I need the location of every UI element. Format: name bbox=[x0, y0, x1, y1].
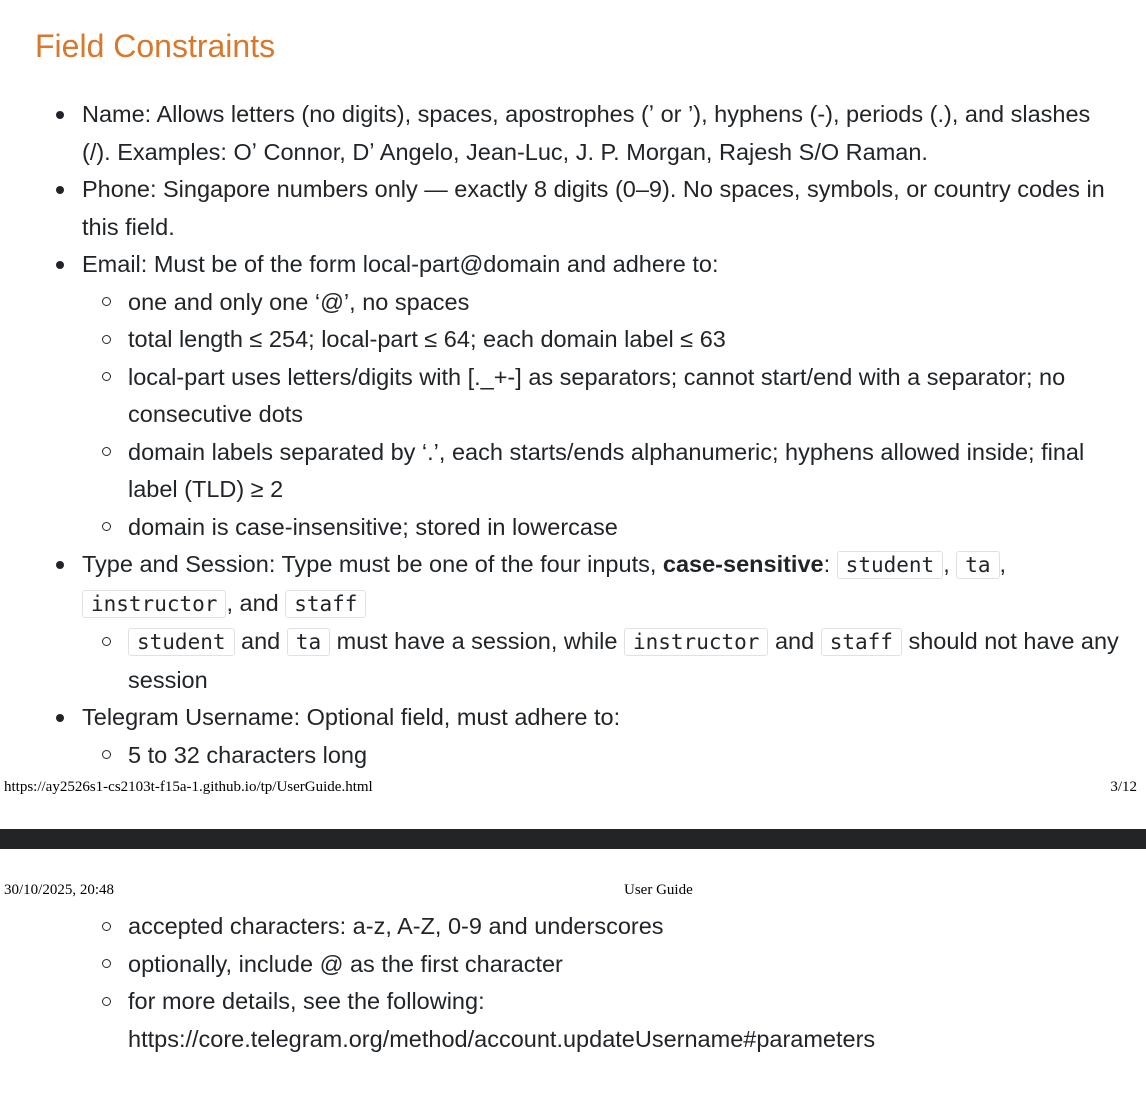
code-staff: staff bbox=[285, 590, 366, 618]
telegram-rules-continued bbox=[128, 908, 1128, 1058]
email-rule: domain is case-insensitive; stored in lowercase bbox=[128, 509, 1122, 547]
type-prefix: Type and Session: Type must be one of the four inputs, bbox=[82, 551, 663, 577]
code-ta: ta bbox=[956, 551, 999, 579]
rule-and: and bbox=[768, 628, 821, 654]
type-comma: , bbox=[999, 551, 1007, 577]
header-datetime: 30/10/2025, 20:48 bbox=[4, 882, 115, 898]
type-rules-list bbox=[82, 623, 1122, 699]
code-ta: ta bbox=[287, 628, 330, 656]
code-student: student bbox=[128, 628, 235, 656]
rule-and: and bbox=[234, 628, 287, 654]
page-separator bbox=[0, 829, 1146, 849]
code-instructor: instructor bbox=[624, 628, 768, 656]
constraint-email bbox=[82, 246, 1122, 546]
type-colon: : bbox=[823, 551, 837, 577]
email-rules-list bbox=[82, 284, 1122, 547]
constraint-type-session bbox=[82, 546, 1122, 699]
footer-url: https://ay2526s1-cs2103t-f15a-1.github.io/tp/UserGuide.html bbox=[4, 779, 373, 795]
telegram-rule: for more details, see the following: https://core.telegram.org/method/account.updateUsername#parameters bbox=[128, 983, 1128, 1058]
rule-tail: should not have any session bbox=[128, 628, 1119, 693]
section-heading-field-constraints: Field Constraints bbox=[35, 28, 276, 64]
email-rule: domain labels separated by ‘.’, each starts/ends alphanumeric; hyphens allowed inside; final label (TLD) ≥ 2 bbox=[128, 434, 1122, 509]
telegram-rule: 5 to 32 characters long bbox=[128, 737, 1122, 775]
email-rule: total length ≤ 254; local-part ≤ 64; each domain label ≤ 63 bbox=[128, 321, 1122, 359]
email-intro: Email: Must be of the form local-part@domain and adhere to: bbox=[82, 251, 719, 277]
footer-page-number: 3/12 bbox=[1110, 779, 1137, 795]
email-rule: one and only one ‘@’, no spaces bbox=[128, 284, 1122, 322]
code-instructor: instructor bbox=[82, 590, 226, 618]
type-comma: , bbox=[943, 551, 957, 577]
type-bold-case-sensitive: case-sensitive bbox=[662, 551, 824, 577]
type-and: , and bbox=[226, 589, 286, 616]
code-staff: staff bbox=[821, 628, 902, 656]
constraint-name: Name: Allows letters (no digits), spaces, apostrophes (ʼ or ’), hyphens (-), periods (.), and slashes (/). Examples: Oʼ Connor, Dʼ Angelo, Jean-Luc, J. P. Morgan, Rajesh S/O Raman. bbox=[82, 96, 1122, 171]
code-student: student bbox=[837, 551, 944, 579]
constraint-phone: Phone: Singapore numbers only — exactly 8 digits (0–9). No spaces, symbols, or country codes in this field. bbox=[82, 171, 1122, 246]
header-title: User Guide bbox=[624, 882, 693, 898]
rule-mid: must have a session, while bbox=[330, 628, 624, 654]
telegram-intro: Telegram Username: Optional field, must adhere to: bbox=[82, 704, 621, 730]
email-rule: local-part uses letters/digits with [._+-] as separators; cannot start/end with a separator; no consecutive dots bbox=[128, 359, 1122, 434]
telegram-rules-list bbox=[82, 737, 1122, 775]
constraints-list bbox=[82, 96, 1122, 774]
telegram-rule: accepted characters: a-z, A-Z, 0-9 and underscores bbox=[128, 908, 1128, 946]
telegram-rule: optionally, include @ as the first character bbox=[128, 946, 1128, 984]
constraint-telegram bbox=[82, 699, 1122, 774]
type-rule bbox=[128, 623, 1122, 699]
